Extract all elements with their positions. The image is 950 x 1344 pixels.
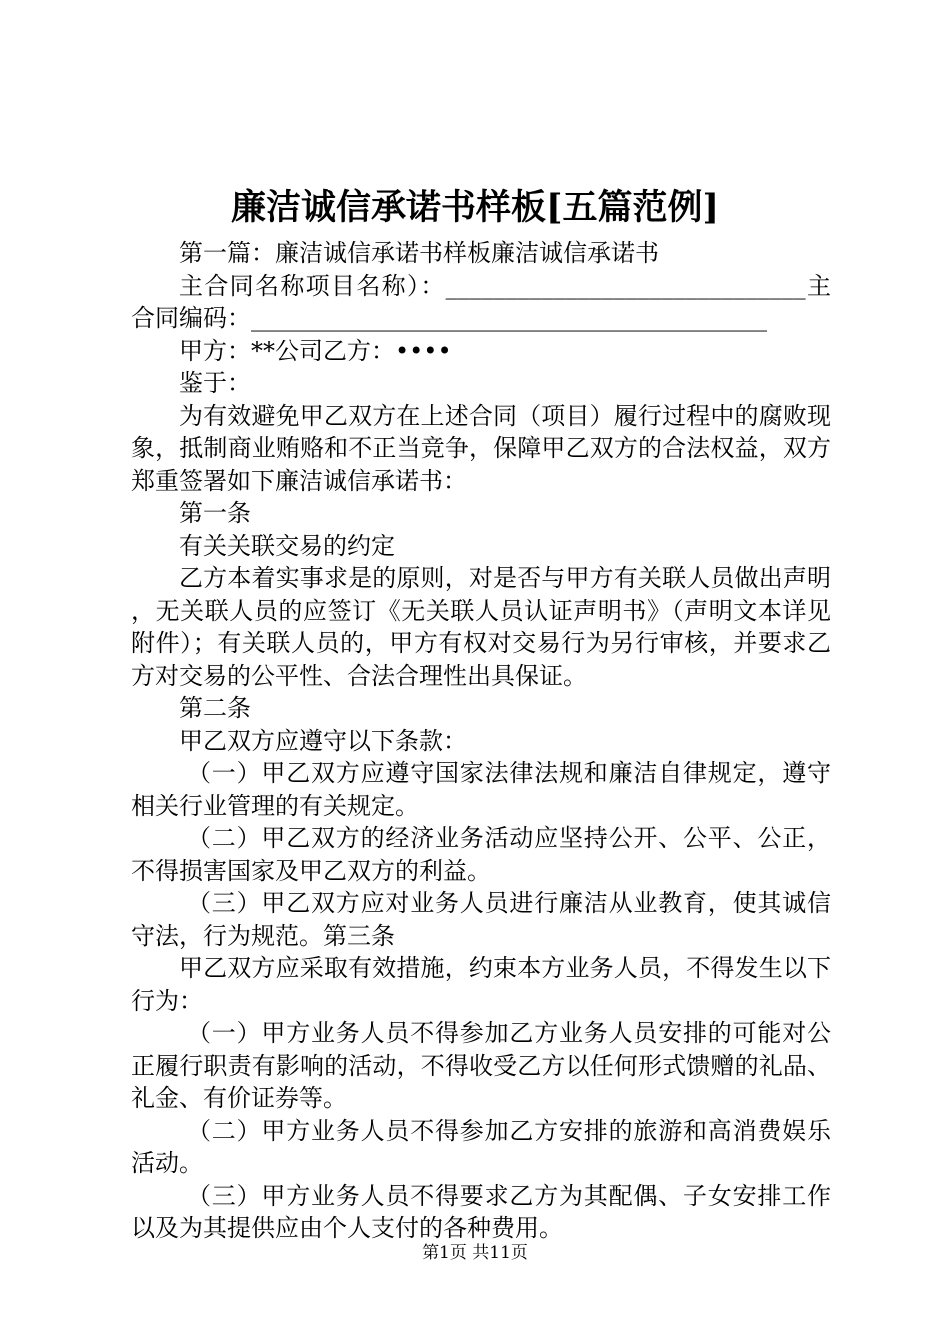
- article-3-intro: 甲乙双方应采取有效措施，约束本方业务人员，不得发生以下行为：: [131, 954, 831, 1015]
- article-2-item-2: （二）甲乙双方的经济业务活动应坚持公开、公平、公正，不得损害国家及甲乙双方的利益。: [131, 824, 831, 885]
- article-1-body: 乙方本着实事求是的原则，对是否与甲方有关联人员做出声明，无关联人员的应签订《无关联人员认证声明书》（声明文本详见附件）；有关联人员的，甲方有权对交易行为另行审核，并要求乙方对交易的公平性、合法合理性出具保证。: [131, 564, 831, 690]
- article-2-item-3: （三）甲乙双方应对业务人员进行廉洁从业教育，使其诚信守法，行为规范。第三条: [131, 889, 831, 950]
- article-1-subtitle: 有关关联交易的约定: [179, 531, 395, 560]
- article-3-item-1: （一）甲方业务人员不得参加乙方业务人员安排的可能对公正履行职责有影响的活动，不得收受乙方以任何形式馈赠的礼品、礼金、有价证券等。: [131, 1019, 831, 1112]
- article-3-item-2: （二）甲方业务人员不得参加乙方安排的旅游和高消费娱乐活动。: [131, 1116, 831, 1177]
- document-body: [131, 237, 831, 1245]
- article-2-item-1: （一）甲乙双方应遵守国家法律法规和廉洁自律规定，遵守相关行业管理的有关规定。: [131, 759, 831, 820]
- paragraph-preamble: 为有效避免甲乙双方在上述合同（项目）履行过程中的腐败现象，抵制商业贿赂和不正当竞争，保障甲乙双方的合法权益，双方郑重签署如下廉洁诚信承诺书：: [131, 401, 831, 495]
- paragraph-contract-info: 主合同名称项目名称）：______________________________主合同编码：___________________________________________: [131, 271, 831, 332]
- article-2-heading: 第二条: [179, 694, 251, 722]
- article-3-item-3: （三）甲方业务人员不得要求乙方为其配偶、子女安排工作以及为其提供应由个人支付的各种费用。: [131, 1181, 831, 1242]
- document-title: 廉洁诚信承诺书样板[五篇范例]: [230, 187, 720, 228]
- article-1-heading: 第一条: [179, 499, 251, 527]
- paragraph-section-heading: 第一篇：廉洁诚信承诺书样板廉洁诚信承诺书: [179, 239, 659, 267]
- page-footer: 第1页 共11页: [422, 1243, 528, 1263]
- paragraph-whereas: 鉴于：: [179, 369, 251, 397]
- paragraph-parties: 甲方：**公司乙方：••••: [179, 336, 452, 365]
- article-2-intro: 甲乙双方应遵守以下条款：: [179, 726, 467, 755]
